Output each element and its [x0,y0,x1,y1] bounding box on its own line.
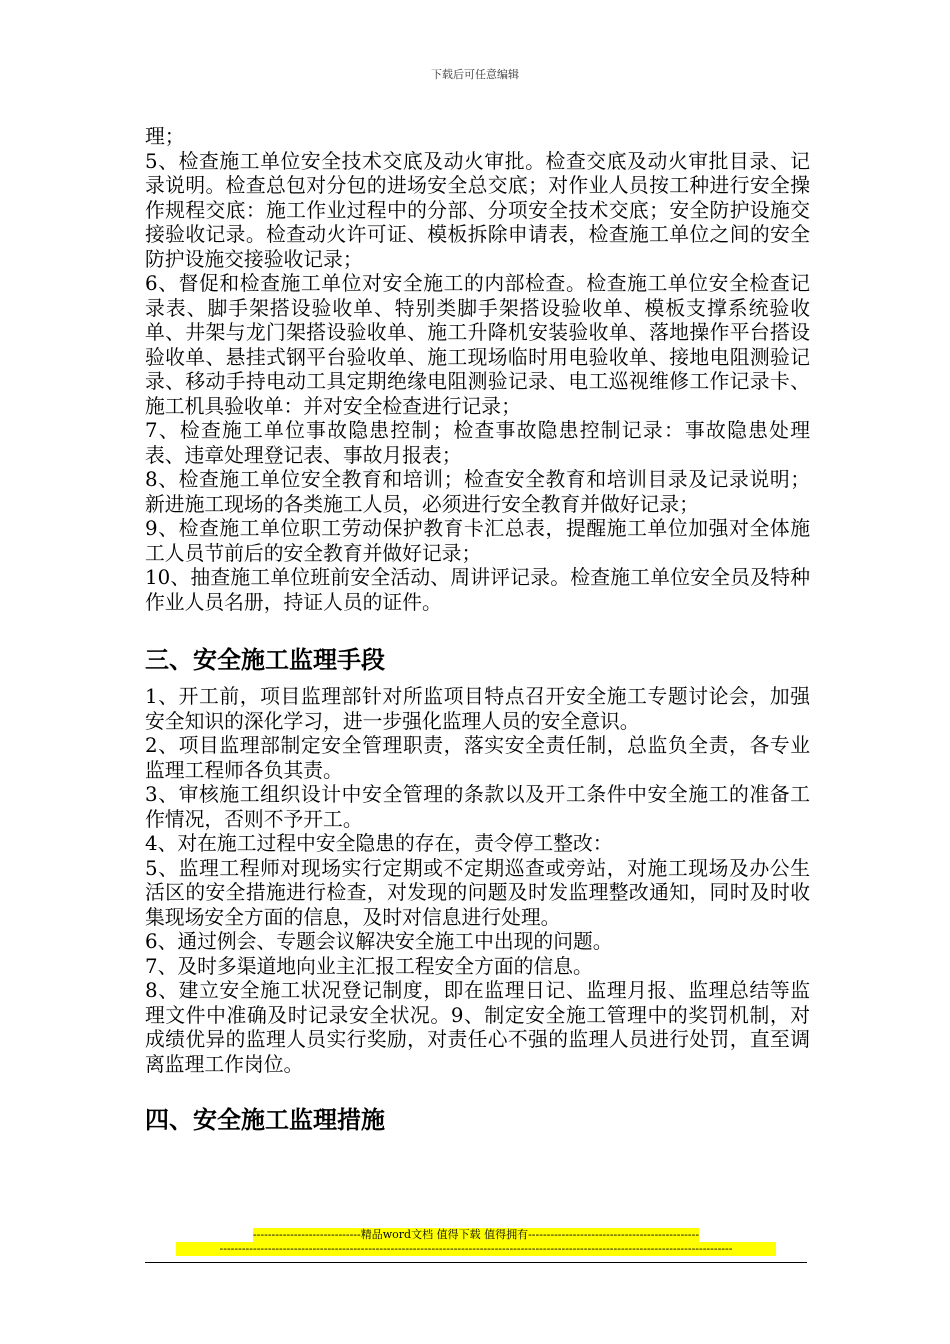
list-item: 6、通过例会、专题会议解决安全施工中出现的问题。 [145,930,613,953]
list-item: 8、检查施工单位安全教育和培训；检查安全教育和培训目录及记录说明；新进施工现场的各类施工人员，必须进行安全教育并做好记录； [145,468,810,516]
list-item: 6、督促和检查施工单位对安全施工的内部检查。检查施工单位安全检查记录表、脚手架搭设验收单、特别类脚手架搭设验收单、模板支撑系统验收单、井架与龙门架搭设验收单、施工升降机安装验收单、落地操作平台搭设验收单、悬挂式钢平台验收单、施工现场临时用电验收单、接地电阻测验记录、移动手持电动工具定期绝缘电阻测验记录、电工巡视维修工作记录卡、施工机具验收单：并对安全检查进行记录； [145,272,810,418]
list-item: 7、及时多渠道地向业主汇报工程安全方面的信息。 [145,954,593,978]
footer-line-1: -----------------------------精品word文档 值得下载 值得拥有---------------------------------------------- [252,1228,700,1241]
page-header: 下载后可任意编辑 [431,68,519,81]
list-item: 2、项目监理部制定安全管理职责，落实安全责任制，总监负全责，各专业监理工程师各负其责。 [145,734,810,782]
list-item: 8、建立安全施工状况登记制度，即在监理日记、监理月报、监理总结等监理文件中准确及时记录安全状况。9、制定安全施工管理中的奖罚机制，对成绩优异的监理人员实行奖励，对责任心不强的监理人员进行处罚，直至调离监理工作岗位。 [145,979,810,1076]
section-3-list [145,685,810,1077]
section-heading-3: 三、安全施工监理手段 [145,645,385,674]
list-item: 4、对在施工过程中安全隐患的存在，责令停工整改： [145,832,613,855]
list-item: 5、监理工程师对现场实行定期或不定期巡查或旁站，对施工现场及办公生活区的安全措施进行检查，对发现的问题及时发监理整改通知，同时及时收集现场安全方面的信息，及时对信息进行处理。 [145,856,810,929]
list-item: 10、抽查施工单位班前安全活动、周讲评记录。检查施工单位安全员及特种作业人员名册，持证人员的证件。 [145,566,810,614]
previous-section-list [145,125,810,615]
footer-divider [145,1262,807,1263]
footer-line-2: ------------------------------------------------------------------------------------------------------------------------------------------ [176,1242,776,1256]
list-item: 3、审核施工组织设计中安全管理的条款以及开工条件中安全施工的准备工作情况，否则不予开工。 [145,783,810,831]
section-heading-4: 四、安全施工监理措施 [145,1105,385,1134]
list-item: 理； [145,125,185,148]
list-item: 9、检查施工单位职工劳动保护教育卡汇总表，提醒施工单位加强对全体施工人员节前后的安全教育并做好记录； [145,517,810,565]
list-item: 1、开工前，项目监理部针对所监项目特点召开安全施工专题讨论会，加强安全知识的深化学习，进一步强化监理人员的安全意识。 [145,685,810,733]
document-body [145,125,810,1135]
list-item: 7、检查施工单位事故隐患控制；检查事故隐患控制记录：事故隐患处理表、违章处理登记表、事故月报表； [145,419,810,467]
footer-banner [145,1228,807,1256]
list-item: 5、检查施工单位安全技术交底及动火审批。检查交底及动火审批目录、记录说明。检查总包对分包的进场安全总交底；对作业人员按工种进行安全操作规程交底：施工作业过程中的分部、分项安全技术交底；安全防护设施交接验收记录。检查动火许可证、模板拆除申请表，检查施工单位之间的安全防护设施交接验收记录； [145,149,810,271]
